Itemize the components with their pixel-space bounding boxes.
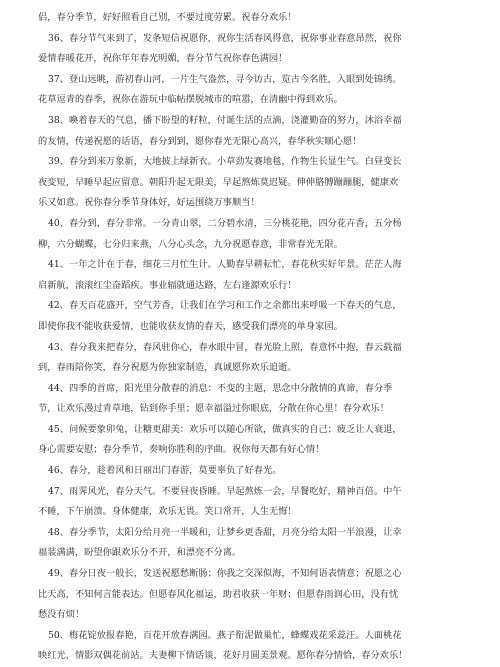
text-line: 47、雨霁风光，春分天气。不要昼夜昏睡。早起熬炼一会，早餐吃好，精神百倍。中午: [48, 485, 402, 497]
text-line: 不睡，下午崩溃。身体健康，欢乐无畏。笑口常开，人生无悔！: [38, 506, 297, 518]
text-line: 48、春分季节，太阳分给月亮一半暖和，让梦乡更香甜，月亮分给太阳一半浪漫，让幸: [48, 526, 402, 538]
text-line: 愁没有烦！: [38, 609, 85, 621]
text-line: 44、四季的首席，阳光里分散春的消息：不变的主题，思念中分散情的真谛，春分季: [48, 382, 393, 394]
blessing-entry: [38, 70, 472, 111]
text-line: 46、春分，趁着风和日丽出门春游，莫要辜负了好春光。: [48, 465, 282, 477]
text-line: 侣，春分季节，好好照看自己别，不要过度劳累。祝春分欢乐！: [38, 12, 297, 23]
text-line: 的友情，传递祝愿的话语，春分到到，愿你春光无限心高兴，春华秋实顺心愿！: [38, 135, 362, 147]
blessing-entry: [38, 523, 472, 564]
text-line: 比天高，不知何言能表达。但愿春风化福运，助君收获一年财；但愿春雨润心田，没有忧: [38, 588, 399, 600]
text-line: 42、春天百花盛开，空气芳香，让我们在学习和工作之余都出来呼吸一下春天的气息，: [48, 300, 402, 312]
text-line: 爱情春暖花开，祝你年年春光明媚，春分节气祝你春色满园！: [38, 53, 288, 65]
text-line: 福装满满，盼望你跟欢乐分不开，和漂亮不分离。: [38, 547, 242, 559]
blessing-entry: [38, 214, 472, 255]
text-line: 36、春分节气来到了，发条短信祝愿你，祝你生活春风得意，祝你事业春意昂然，祝你: [48, 32, 402, 44]
text-line: 49、春分日夜一般长，发送祝愿愁断肠；你我之交深似海，不知何语表情意；祝愿之心: [48, 568, 402, 580]
text-line: 37、登山远眺，游初春山河，一片生气盎然，寻今访古，览古今名胜，入眼到处锦绣。: [48, 73, 402, 85]
text-line: 39、春分到来万象新，大地披上绿新衣。小草劲发赛地毯，作物生长显生气。白昼变长: [48, 156, 402, 168]
blessing-entry: [38, 626, 472, 667]
blessing-entry: [38, 338, 472, 379]
blessing-entry: [38, 420, 472, 461]
text-line: 乐又如意。祝你春分季节身体好，好运围绕万事顺当！: [38, 197, 260, 209]
blessing-entry: [38, 461, 472, 482]
blessing-entry: [38, 111, 472, 152]
text-line: 启新航，滚滚红尘奋蹈疾。事业辐就通达路，左右逢源欢乐行！: [38, 279, 297, 291]
blessing-entry: [38, 296, 472, 337]
blessing-entry: [38, 564, 472, 626]
blessing-entry: [38, 29, 472, 70]
text-line: 节，让欢乐漫过青草地，钻到你手里；愿幸福溢过你眼底，分散在你心里！春分欢乐！: [38, 403, 390, 415]
text-line: 柳，六分蝴蝶，七分归来燕，八分心头念，九分祝愿春意，非常春光无限。: [38, 238, 343, 250]
text-line: 41、一年之计在于春，细花三月忙生计。人勤春早耕耘忙，春花秋实好年景。茫茫人海: [48, 259, 402, 271]
text-line: 40、春分到，春分非常。一分青山翠，二分碧水清，三分桃花艳，四分花卉香，五分杨: [48, 217, 402, 229]
blessing-entry: [38, 152, 472, 214]
blessing-entry: [38, 482, 472, 523]
text-line: 45、问候要象卯兔，让糖更甜美：欢乐可以随心所欲，做真实的自己；疲乏让人衰退，: [48, 423, 402, 435]
text-line: 到，春雨陪你笑，春分祝愿为你独家制造，真诚愿你欢乐追逝。: [38, 362, 297, 374]
blessing-entry: [38, 8, 472, 29]
text-line: 43、春分我来把春分，春风驻你心，春水眼中冒，春光脸上照，春意怀中抱，春云载福: [48, 341, 402, 353]
blessing-entry: [38, 255, 472, 296]
text-line: 映红光，情影双偶花前站。夫妻柳下情话谈，花好月圆美景观。愿你春分情恰，春分欢乐！: [38, 650, 408, 662]
text-line: 50、梅花锭放报春艳，百花开放春满园。燕子衔泥做巢忙，蜂蝶戏花采蕊汪。人面桃花: [48, 629, 402, 641]
text-line: 即使你我不能收获爱情，也能收获友情的春天，感受我们漂亮的单身家园。: [38, 320, 343, 332]
blessing-entry: [38, 379, 472, 420]
text-line: 花草逗青的春季，祝你在游玩中临帖摆脱城市的喧嚣，在清幽中得到欢乐。: [38, 94, 343, 106]
text-line: 夜变短，早睡早起应留意。朝阳升起无限美，早起熬炼莫迟疑。伸伸胳膊蹦蹦腿，健康欢: [38, 176, 399, 188]
text-line: 身心需要安慰；春分季节，奏响你胜利的序曲。祝你每天都有好心情！: [38, 444, 325, 456]
text-line: 38、喚着春天的气息，播下盼望的籽粒，付诞生活的点滴，浇灌勤奋的努力，沐浴幸福: [48, 114, 402, 126]
